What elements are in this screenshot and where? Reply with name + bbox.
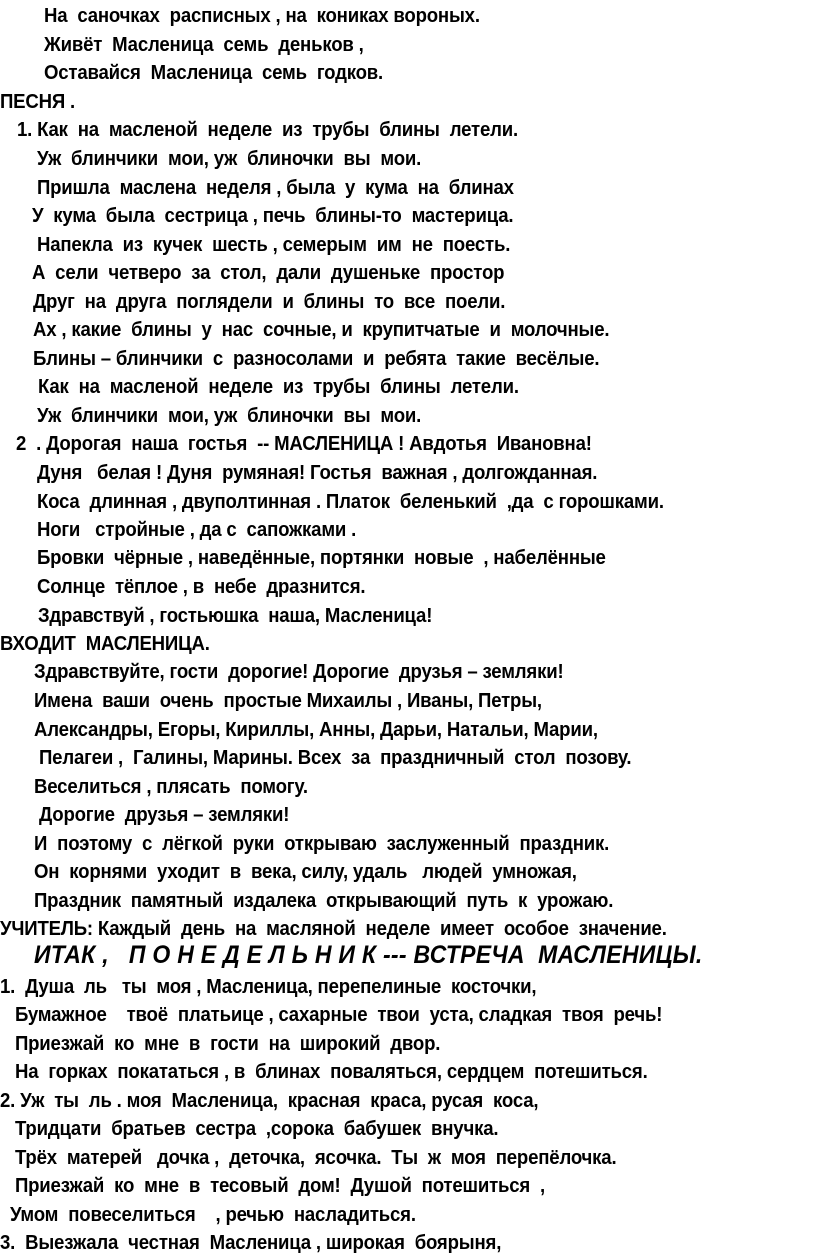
text-line: Солнце тёплое , в небе дразнится.	[22, 576, 366, 598]
text-line: Бровки чёрные , наведённые, портянки новые , набелённые	[22, 547, 606, 569]
text-line: У кума была сестрица , печь блины-то мастерица.	[22, 205, 514, 227]
text-line: Имена ваши очень простые Михаилы , Иваны, Петры,	[34, 690, 542, 712]
text-line: 2. Уж ты ль . моя Масленица, красная краса, русая коса,	[0, 1090, 539, 1112]
text-line: Александры, Егоры, Кириллы, Анны, Дарьи, Натальи, Марии,	[34, 719, 598, 741]
text-line: Бумажное твоё платьице , сахарные твои уста, сладкая твоя речь!	[0, 1004, 663, 1026]
section-heading: ВХОДИТ МАСЛЕНИЦА.	[0, 633, 210, 655]
section-heading: ПЕСНЯ .	[0, 91, 76, 113]
teacher-line: УЧИТЕЛЬ: Каждый день на масляной неделе имеет особое значение.	[0, 918, 667, 940]
text-line: Здравствуйте, гости дорогие! Дорогие друзья – земляки!	[34, 661, 564, 683]
text-line: На саночках расписных , на кониках вороных.	[34, 5, 480, 27]
text-line: Трёх матерей дочка , деточка, ясочка. Ты ж моя перепёлочка.	[0, 1147, 617, 1169]
text-line: Пришла маслена неделя , была у кума на блинах	[22, 177, 514, 199]
text-line: Дорогие друзья – земляки!	[34, 804, 290, 826]
text-line: Напекла из кучек шесть , семерым им не поесть.	[22, 234, 511, 256]
text-line: Праздник памятный издалека открывающий путь к урожаю.	[34, 890, 614, 912]
text-line: Приезжай ко мне в тесовый дом! Душой потешиться ,	[0, 1175, 546, 1197]
text-line: Друг на друга поглядели и блины то все поели.	[28, 291, 506, 313]
text-line: Оставайся Масленица семь годков.	[34, 62, 383, 84]
text-line: Он корнями уходит в века, силу, удаль людей умножая,	[34, 861, 577, 883]
text-line: 1. Душа ль ты моя , Масленица, перепелиные косточки,	[0, 976, 537, 998]
text-line: Уж блинчики мои, уж блиночки вы мои.	[22, 148, 422, 170]
day-heading: ИТАК , П О Н Е Д Е Л Ь Н И К --- ВСТРЕЧА МАСЛЕНИЦЫ.	[34, 941, 703, 969]
text-line: Живёт Масленица семь деньков ,	[34, 34, 364, 56]
text-line: На горках покататься , в блинах поваляться, сердцем потешиться.	[0, 1061, 648, 1083]
text-line: Дуня белая ! Дуня румяная! Гостья важная , долгожданная.	[22, 462, 598, 484]
text-line: Ах , какие блины у нас сочные, и крупитчатые и молочные.	[28, 319, 610, 341]
text-line: Ноги стройные , да с сапожками .	[22, 519, 357, 541]
text-line: Умом повеселиться , речью насладиться.	[0, 1204, 416, 1226]
text-line: 2 . Дорогая наша гостья -- МАСЛЕНИЦА ! Авдотья Ивановна!	[16, 433, 592, 455]
text-line: Как на масленой неделе из трубы блины летели.	[28, 376, 519, 398]
text-line: Уж блинчики мои, уж блиночки вы мои.	[22, 405, 422, 427]
text-line: Коса длинная , двуполтинная . Платок беленький ,да с горошками.	[22, 491, 664, 513]
text-line: Приезжай ко мне в гости на широкий двор.	[0, 1033, 441, 1055]
text-line: 1. Как на масленой неделе из трубы блины летели.	[17, 119, 518, 141]
text-line: А сели четверо за стол, дали душеньке простор	[22, 262, 505, 284]
text-line: Тридцати братьев сестра ,сорока бабушек внучка.	[0, 1118, 499, 1140]
text-line: Блины – блинчики с разносолами и ребята такие весёлые.	[28, 348, 600, 370]
text-line: 3. Выезжала честная Масленица , широкая боярыня,	[0, 1232, 502, 1254]
text-line: Здравствуй , гостьюшка наша, Масленица!	[28, 605, 433, 627]
text-line: Пелагеи , Галины, Марины. Всех за праздничный стол позову.	[34, 747, 632, 769]
text-line: Веселиться , плясать помогу.	[34, 776, 308, 798]
text-line: И поэтому с лёгкой руки открываю заслуженный праздник.	[34, 833, 610, 855]
